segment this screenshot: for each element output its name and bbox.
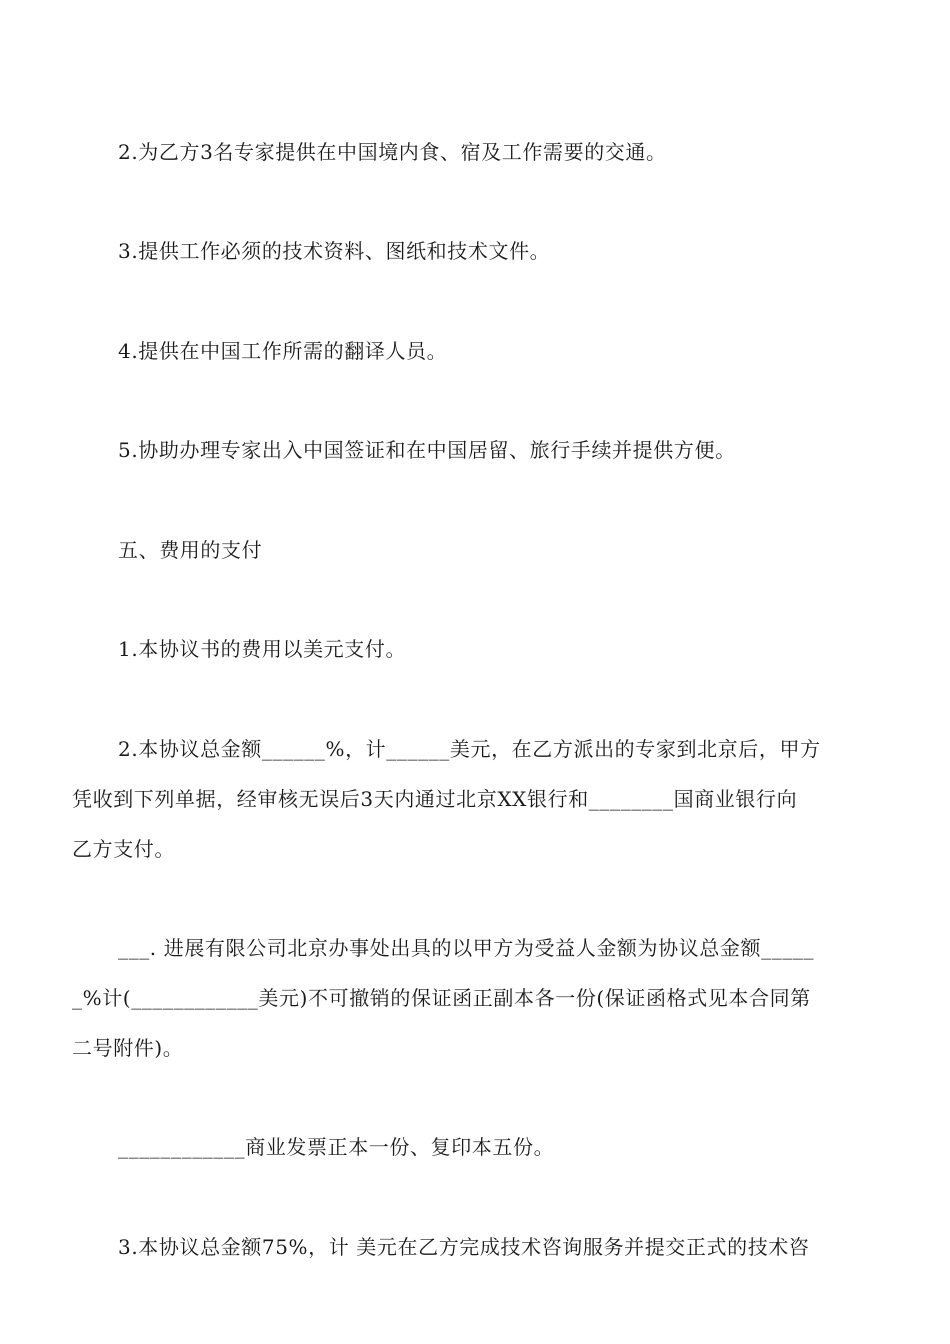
paragraph-payment-2-line-3: 乙方支付。 [72,837,175,861]
paragraph-guarantee-line-2: _%计(____________美元)不可撤销的保证函正副本各一份(保证函格式见本合同第 [72,986,811,1010]
paragraph-payment-3-line-1: 3.本协议总金额75%，计 美元在乙方完成技术咨询服务并提交正式的技术咨 [118,1235,810,1259]
paragraph-item-2: 2.为乙方3名专家提供在中国境内食、宿及工作需要的交通。 [118,140,667,164]
paragraph-payment-1: 1.本协议书的费用以美元支付。 [118,637,407,661]
paragraph-guarantee-line-3: 二号附件)。 [72,1036,184,1060]
section-heading-payment: 五、费用的支付 [118,538,263,562]
paragraph-guarantee-line-1: ___. 进展有限公司北京办事处出具的以甲方为受益人金额为协议总金额_____ [118,936,815,960]
paragraph-item-3: 3.提供工作必须的技术资料、图纸和技术文件。 [118,239,551,263]
paragraph-item-5: 5.协助办理专家出入中国签证和在中国居留、旅行手续并提供方便。 [118,438,736,462]
paragraph-item-4: 4.提供在中国工作所需的翻译人员。 [118,339,448,363]
paragraph-payment-2-line-2: 凭收到下列单据，经审核无误后3天内通过北京XX银行和________国商业银行向 [72,787,798,811]
paragraph-payment-2-line-1: 2.本协议总金额______%，计______美元，在乙方派出的专家到北京后，甲方 [118,737,821,761]
paragraph-invoice: ____________商业发票正本一份、复印本五份。 [118,1135,555,1159]
